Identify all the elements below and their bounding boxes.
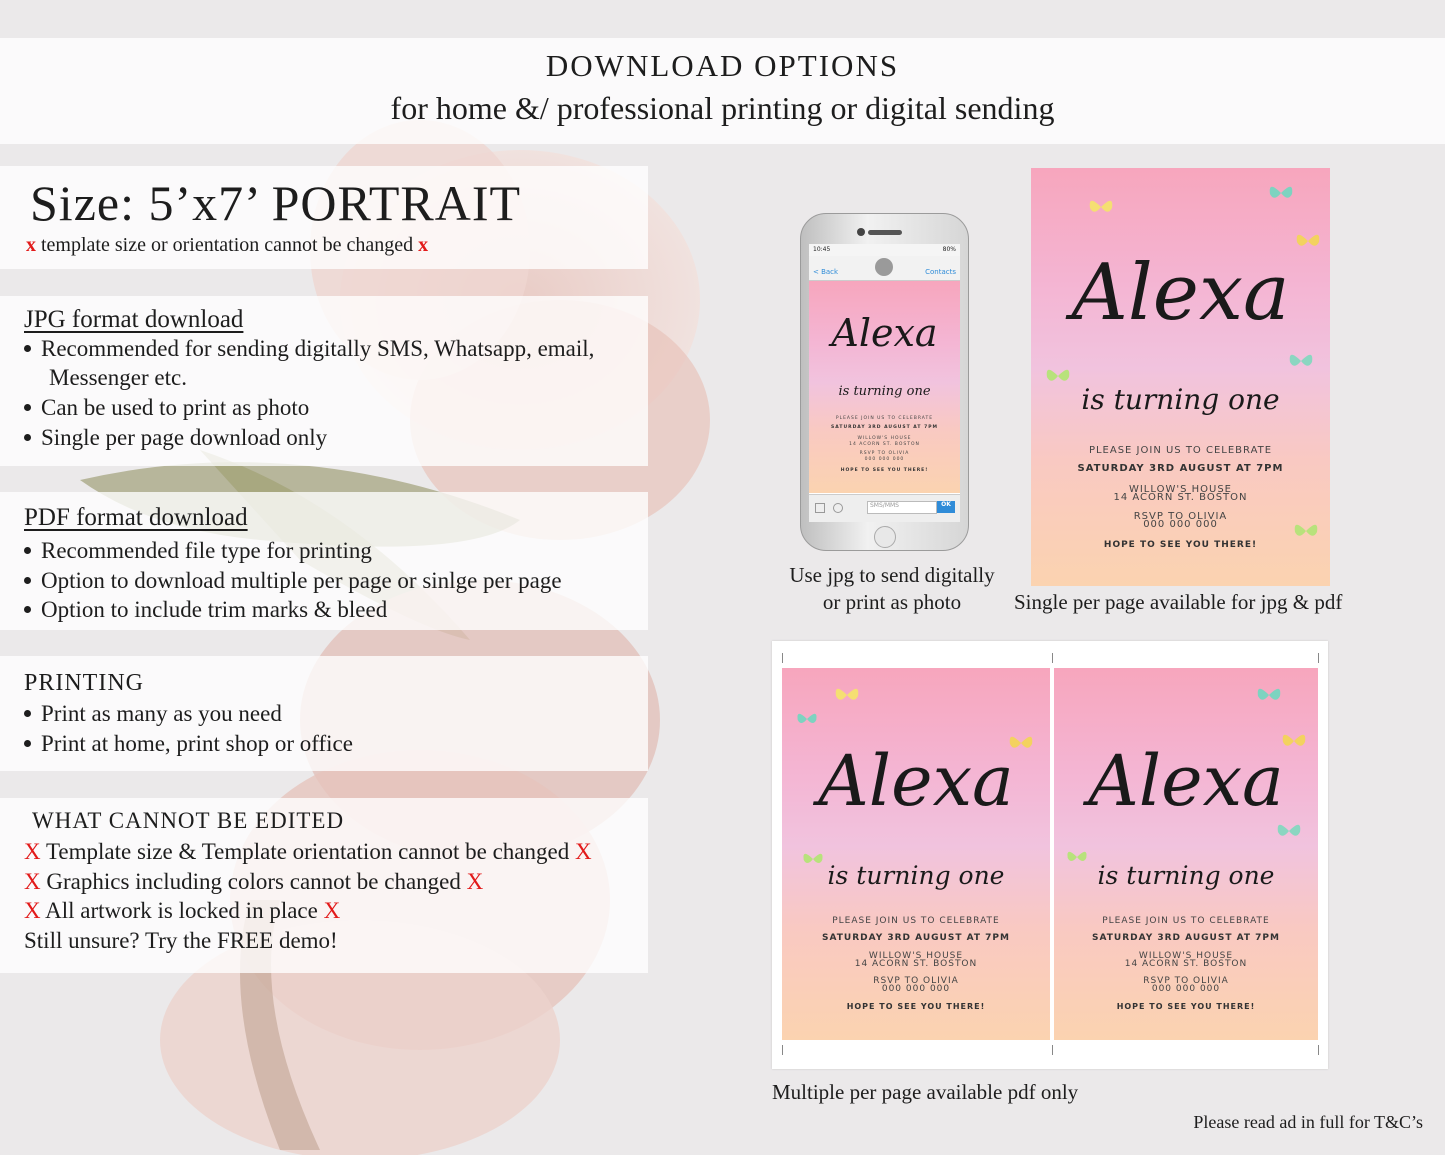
list-item-continuation: Messenger etc. [49, 365, 187, 390]
invite-line: WILLOW'S HOUSE [1128, 484, 1233, 495]
contact-avatar-icon [875, 258, 893, 276]
invite-line: PLEASE JOIN US TO CELEBRATE [1102, 916, 1270, 926]
butterfly-icon [794, 708, 820, 730]
speaker-icon [868, 230, 902, 235]
header-banner [0, 38, 1445, 144]
invite-line: HOPE TO SEE YOU THERE! [1116, 1002, 1256, 1011]
pdf-panel [0, 492, 648, 630]
message-input-bar [809, 494, 960, 522]
list-item: Option to include trim marks & bleed [24, 597, 387, 623]
invite-name: Alexa [1088, 740, 1284, 822]
butterfly-icon [1254, 682, 1284, 708]
camera-icon [857, 228, 865, 236]
trim-mark [1318, 1045, 1319, 1055]
invite-line: PLEASE JOIN US TO CELEBRATE [1088, 445, 1273, 456]
size-note [26, 234, 428, 257]
invite-subtitle: is turning one [1097, 861, 1275, 890]
list-item: Recommended file type for printing [24, 538, 372, 564]
invite-line: 000 000 000 [881, 984, 951, 994]
status-bar [809, 244, 960, 256]
demo-note: Still unsure? Try the FREE demo! [24, 928, 338, 953]
pdf-heading: PDF format download [24, 504, 248, 531]
printing-panel [0, 656, 648, 771]
trim-mark [1052, 1045, 1053, 1055]
invite-line: WILLOW'S HOUSE [857, 436, 912, 441]
invite-line: PLEASE JOIN US TO CELEBRATE [832, 916, 1000, 926]
size-panel [0, 166, 648, 269]
trim-mark [1318, 653, 1319, 663]
sms-input: SMS/MMS [867, 501, 937, 514]
home-button [874, 526, 896, 548]
invite-line: RSVP TO OLIVIA [859, 451, 910, 456]
send-button: OK [937, 501, 955, 513]
invite-line: WILLOW'S HOUSE [868, 951, 964, 961]
status-battery: 80% [942, 246, 956, 253]
invite-subtitle: is turning one [1081, 383, 1280, 416]
trim-mark [1052, 653, 1053, 663]
multi-invite-card-right [1054, 668, 1318, 1040]
list-item: X Template size & Template orientation cannot be changed X [24, 839, 592, 864]
invite-name: Alexa [1071, 248, 1290, 338]
cannot-edit-heading: WHAT CANNOT BE EDITED [32, 808, 345, 833]
trim-mark [782, 1045, 783, 1055]
invite-line: SATURDAY 3RD AUGUST AT 7PM [822, 933, 1010, 943]
invite-line: 14 ACORN ST. BOSTON [1124, 959, 1248, 969]
camera-icon [815, 503, 825, 513]
invite-line: SATURDAY 3RD AUGUST AT 7PM [831, 425, 938, 430]
invite-name: Alexa [831, 311, 938, 355]
list-item: Can be used to print as photo [24, 395, 309, 421]
size-title: Size: 5’x7’ PORTRAIT [30, 175, 522, 231]
list-item: Print as many as you need [24, 701, 282, 727]
single-caption: Single per page available for jpg & pdf [1014, 590, 1343, 614]
invite-subtitle: is turning one [827, 861, 1005, 890]
invite-line: 14 ACORN ST. BOSTON [849, 442, 920, 447]
contacts-link: Contacts [925, 268, 956, 276]
multi-invite-card-left [782, 668, 1050, 1040]
invite-line: HOPE TO SEE YOU THERE! [840, 468, 929, 473]
jpg-panel [0, 296, 648, 466]
phone-caption-line2: or print as photo [822, 590, 962, 614]
printing-heading: PRINTING [24, 670, 144, 696]
cannot-edit-panel [0, 798, 648, 973]
multi-caption: Multiple per page available pdf only [772, 1080, 1079, 1104]
list-item: Single per page download only [24, 425, 327, 451]
butterfly-icon [1266, 180, 1296, 206]
invite-line: RSVP TO OLIVIA [1143, 976, 1229, 986]
invite-line: RSVP TO OLIVIA [1133, 511, 1228, 522]
list-item: Print at home, print shop or office [24, 731, 353, 757]
size-note-text: template size or orientation cannot be changed [41, 234, 414, 256]
invite-subtitle: is turning one [838, 384, 931, 399]
invite-line: 000 000 000 [1151, 984, 1221, 994]
multi-page-sheet [772, 641, 1328, 1069]
list-item: Option to download multiple per page or sinlge per page [24, 568, 562, 594]
list-item: Recommended for sending digitally SMS, Whatsapp, email, [24, 336, 594, 362]
invite-line: 14 ACORN ST. BOSTON [854, 959, 978, 969]
x-mark: x [26, 234, 36, 256]
phone-caption-line1: Use jpg to send digitally [789, 563, 995, 587]
invite-line: HOPE TO SEE YOU THERE! [1103, 540, 1258, 550]
invite-line: 14 ACORN ST. BOSTON [1113, 492, 1248, 503]
invite-name: Alexa [818, 740, 1014, 822]
phone-screen [809, 244, 960, 522]
butterfly-icon [1086, 194, 1116, 220]
invite-line: HOPE TO SEE YOU THERE! [846, 1002, 986, 1011]
list-item: X Graphics including colors cannot be changed X [24, 869, 484, 894]
page-title: DOWNLOAD OPTIONS [545, 48, 900, 83]
page-subtitle: for home &/ professional printing or digital sending [390, 90, 1055, 126]
invite-line: 000 000 000 [864, 457, 905, 462]
butterfly-icon [1286, 348, 1316, 374]
messages-nav [809, 256, 960, 281]
phone-caption [780, 563, 1004, 615]
list-item: X All artwork is locked in place X [24, 898, 341, 923]
jpg-heading: JPG format download [24, 306, 244, 333]
invite-line: 000 000 000 [1143, 519, 1218, 530]
back-link: < Back [813, 268, 839, 276]
invite-line: PLEASE JOIN US TO CELEBRATE [835, 416, 934, 421]
invite-line: WILLOW'S HOUSE [1138, 951, 1234, 961]
invite-line: SATURDAY 3RD AUGUST AT 7PM [1092, 933, 1280, 943]
invite-line: SATURDAY 3RD AUGUST AT 7PM [1077, 463, 1284, 474]
phone-invite-card [809, 281, 960, 493]
status-time: 10:45 [813, 246, 831, 253]
single-invite-card [1031, 168, 1330, 586]
footer-note: Please read ad in full for T&C’s [1193, 1112, 1423, 1132]
trim-mark [782, 653, 783, 663]
emoji-icon [833, 503, 843, 513]
butterfly-icon [832, 682, 862, 708]
phone-mockup [800, 213, 969, 551]
invite-line: RSVP TO OLIVIA [873, 976, 959, 986]
x-mark: x [418, 234, 429, 256]
